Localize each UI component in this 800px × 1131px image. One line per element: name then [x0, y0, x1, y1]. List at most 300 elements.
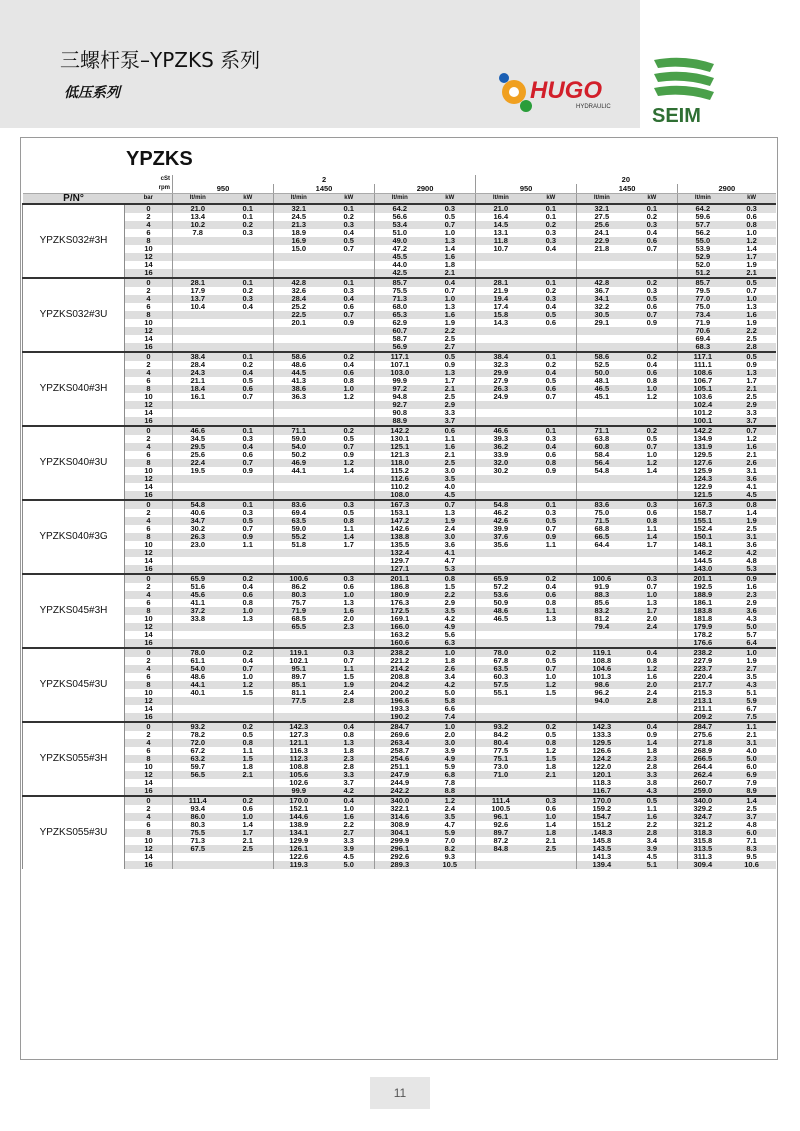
power-cell: 2.1: [223, 771, 274, 779]
power-cell: 2.1: [425, 269, 476, 278]
flow-cell: 108.6: [678, 369, 728, 377]
power-cell: 1.3: [242, 615, 253, 623]
power-cell: 0.1: [223, 352, 274, 361]
power-cell: 0.2: [242, 287, 253, 295]
power-cell: [526, 269, 577, 278]
pressure-cell: 8: [125, 681, 173, 689]
flow-cell: [173, 261, 223, 269]
power-cell: 0.8: [545, 599, 557, 607]
flow-cell: [173, 483, 223, 491]
flow-cell: 84.2: [476, 731, 526, 739]
power-cell: 3.7: [425, 417, 476, 426]
flow-cell: 16.9: [274, 237, 324, 245]
power-cell: 0.3: [242, 229, 253, 237]
flow-cell: [173, 705, 223, 713]
flow-cell: 152.4: [678, 525, 728, 533]
power-cell: 0.6: [746, 213, 757, 221]
flow-cell: 179.9: [678, 623, 728, 631]
flow-cell: 63.8: [577, 435, 627, 443]
power-cell: 0.2: [646, 213, 658, 221]
power-cell: [223, 697, 274, 705]
power-cell: [627, 565, 678, 574]
pressure-cell: 12: [125, 623, 173, 631]
pressure-cell: 0: [125, 204, 173, 213]
table-row: [23, 303, 776, 311]
power-cell: 1.5: [223, 755, 274, 763]
power-cell: 0.8: [526, 459, 577, 467]
flow-cell: 118.0: [375, 459, 425, 467]
flow-cell: 55.1: [476, 689, 526, 697]
power-cell: [627, 549, 678, 557]
flow-cell: [274, 705, 324, 713]
power-cell: 1.8: [242, 763, 253, 771]
power-cell: 0.7: [728, 426, 776, 435]
table-row: [23, 401, 776, 409]
power-cell: 0.3: [324, 500, 375, 509]
flow-cell: 71.1: [274, 426, 324, 435]
power-cell: 1.3: [324, 739, 375, 747]
pressure-cell: 14: [144, 705, 153, 713]
flow-cell: 45.5: [375, 253, 425, 261]
power-cell: 3.5: [746, 673, 757, 681]
flow-cell: 91.9: [577, 583, 627, 591]
flow-cell: 227.9: [678, 657, 728, 665]
table-row: [23, 747, 776, 755]
pump-model: YPZKS040#3G: [23, 500, 125, 574]
pressure-cell: 6: [146, 599, 151, 607]
flow-cell: 18.4: [173, 385, 223, 393]
power-cell: 1.4: [728, 796, 776, 805]
power-cell: 0.8: [627, 517, 678, 525]
power-cell: 2.3: [728, 591, 776, 599]
power-cell: 4.9: [425, 623, 476, 631]
pressure-cell: 10: [144, 245, 153, 253]
pressure-cell: 14: [144, 631, 153, 639]
flow-cell: 80.3: [274, 591, 324, 599]
power-cell: [627, 261, 678, 269]
power-cell: [324, 705, 375, 713]
pump-model: YPZKS045#3H: [23, 574, 125, 648]
flow-cell: 139.4: [577, 861, 627, 869]
flow-cell: 178.2: [678, 631, 728, 639]
flow-cell: 100.6: [274, 574, 324, 583]
power-cell: 2.5: [526, 845, 577, 853]
flow-cell: 172.5: [375, 607, 425, 615]
table-row: [23, 583, 776, 591]
power-cell: 1.4: [627, 533, 678, 541]
flow-cell: 129.5: [678, 451, 728, 459]
power-cell: 2.1: [728, 269, 776, 278]
flow-cell: 215.3: [678, 689, 728, 697]
pump-model: YPZKS032#3U: [23, 278, 125, 352]
flow-cell: [274, 327, 324, 335]
flow-cell: 259.0: [678, 787, 728, 796]
flow-cell: 28.4: [173, 361, 223, 369]
power-cell: 2.1: [242, 837, 253, 845]
table-row: [23, 287, 776, 295]
flow-cell: 186.1: [678, 599, 728, 607]
hugo-logo: [494, 60, 630, 116]
table-row: [23, 599, 776, 607]
flow-cell: 92.7: [375, 401, 425, 409]
pressure-cell: 12: [125, 549, 173, 557]
power-cell: 4.0: [444, 483, 455, 491]
flow-cell: 35.6: [476, 541, 526, 549]
power-cell: 1.8: [545, 763, 557, 771]
viscosity-group-1: 2: [173, 175, 476, 184]
flow-cell: 124.3: [678, 475, 728, 483]
power-cell: 7.0: [444, 837, 455, 845]
flow-cell: 251.1: [375, 763, 425, 771]
flow-cell: 89.7: [476, 829, 526, 837]
flow-cell: 16.4: [476, 213, 526, 221]
flow-cell: [173, 343, 223, 352]
flow-cell: 170.0: [274, 796, 324, 805]
flow-cell: 266.5: [678, 755, 728, 763]
power-cell: 4.8: [746, 557, 757, 565]
flow-cell: 39.9: [476, 525, 526, 533]
power-cell: 5.6: [444, 631, 455, 639]
pressure-cell: 12: [125, 475, 173, 483]
power-cell: 0.1: [324, 278, 375, 287]
power-cell: 1.5: [545, 689, 557, 697]
flow-cell: 10.7: [476, 245, 526, 253]
pressure-cell: 16: [125, 491, 173, 500]
power-cell: 1.9: [746, 261, 757, 269]
power-cell: 0.1: [324, 204, 375, 213]
power-cell: 1.2: [646, 393, 658, 401]
flow-cell: 56.5: [173, 771, 223, 779]
flow-cell: 242.2: [375, 787, 425, 796]
power-cell: 1.5: [242, 689, 253, 697]
flow-cell: 17.9: [173, 287, 223, 295]
power-cell: 1.0: [223, 607, 274, 615]
flow-cell: 158.7: [678, 509, 728, 517]
hugo-logo-text: HUGO: [530, 77, 602, 104]
power-cell: 1.0: [324, 591, 375, 599]
flow-cell: 58.7: [375, 335, 425, 343]
pressure-cell: 10: [144, 689, 153, 697]
flow-cell: 38.4: [476, 352, 526, 361]
flow-cell: 25.6: [173, 451, 223, 459]
table-row: [23, 319, 776, 327]
power-cell: 2.8: [728, 343, 776, 352]
flow-cell: [173, 861, 223, 869]
unit-power: kW: [526, 194, 577, 205]
flow-cell: 83.2: [577, 607, 627, 615]
pressure-cell: 2: [146, 583, 151, 591]
table-row: [23, 253, 776, 261]
flow-cell: 154.7: [577, 813, 627, 821]
power-cell: 0.6: [223, 591, 274, 599]
flow-cell: 214.2: [375, 665, 425, 673]
power-cell: 2.5: [746, 805, 757, 813]
power-cell: 1.2: [746, 435, 757, 443]
flow-cell: 75.5: [375, 287, 425, 295]
flow-cell: 138.8: [375, 533, 425, 541]
flow-cell: [577, 327, 627, 335]
flow-cell: [173, 549, 223, 557]
flow-cell: 180.9: [375, 591, 425, 599]
pressure-cell: 6: [146, 451, 151, 459]
flow-cell: 313.5: [678, 845, 728, 853]
pressure-cell: 14: [144, 335, 153, 343]
power-cell: 0.2: [526, 722, 577, 731]
flow-cell: 196.6: [375, 697, 425, 705]
flow-cell: 11.8: [476, 237, 526, 245]
power-cell: 0.3: [425, 204, 476, 213]
pressure-cell: 2: [146, 435, 151, 443]
flow-cell: 96.2: [577, 689, 627, 697]
flow-cell: [274, 343, 324, 352]
power-cell: 1.0: [343, 805, 354, 813]
flow-cell: 97.2: [375, 385, 425, 393]
power-cell: 3.3: [746, 409, 757, 417]
pressure-cell: 12: [125, 845, 173, 853]
power-cell: 3.0: [444, 467, 455, 475]
pressure-cell: 8: [125, 311, 173, 319]
flow-cell: 118.3: [577, 779, 627, 787]
flow-cell: 71.5: [577, 517, 627, 525]
pressure-cell: 14: [144, 261, 153, 269]
flow-cell: [577, 253, 627, 261]
power-cell: 0.1: [526, 278, 577, 287]
power-cell: 0.8: [343, 731, 354, 739]
flow-cell: 59.7: [173, 763, 223, 771]
flow-cell: 71.3: [375, 295, 425, 303]
flow-cell: 55.0: [678, 237, 728, 245]
flow-cell: 122.9: [678, 483, 728, 491]
power-cell: [223, 853, 274, 861]
power-cell: 1.7: [728, 253, 776, 261]
pressure-cell: 6: [146, 673, 151, 681]
seim-logo-text: SEIM: [652, 105, 701, 126]
flow-cell: 54.0: [274, 443, 324, 451]
flow-cell: 34.7: [173, 517, 223, 525]
table-row: [23, 763, 776, 771]
flow-cell: [173, 623, 223, 631]
power-cell: [526, 779, 577, 787]
power-cell: 1.3: [728, 369, 776, 377]
flow-cell: 144.5: [678, 557, 728, 565]
flow-cell: 260.7: [678, 779, 728, 787]
flow-cell: 84.8: [476, 845, 526, 853]
unit-flow: lt/min: [476, 194, 526, 205]
flow-cell: [476, 491, 526, 500]
power-cell: 5.3: [728, 565, 776, 574]
flow-cell: [577, 639, 627, 648]
power-cell: 0.1: [223, 500, 274, 509]
power-cell: 0.5: [728, 278, 776, 287]
flow-cell: 63.5: [274, 517, 324, 525]
viscosity-row: [23, 175, 776, 184]
power-cell: 3.3: [343, 837, 354, 845]
power-cell: 0.1: [627, 204, 678, 213]
flow-cell: 186.8: [375, 583, 425, 591]
flow-cell: [274, 491, 324, 500]
power-cell: 0.5: [627, 796, 678, 805]
flow-cell: 296.1: [375, 845, 425, 853]
flow-cell: 100.5: [476, 805, 526, 813]
power-cell: 0.3: [545, 509, 557, 517]
power-cell: 0.6: [343, 583, 354, 591]
performance-table: [22, 175, 776, 869]
power-cell: 2.2: [646, 821, 658, 829]
flow-cell: 116.3: [274, 747, 324, 755]
pressure-cell: 2: [146, 361, 151, 369]
table-row: [23, 525, 776, 533]
flow-cell: 47.2: [375, 245, 425, 253]
flow-cell: 254.6: [375, 755, 425, 763]
flow-cell: 268.9: [678, 747, 728, 755]
power-cell: 0.8: [646, 657, 658, 665]
flow-cell: [577, 491, 627, 500]
power-cell: 0.9: [545, 467, 557, 475]
flow-cell: 50.2: [274, 451, 324, 459]
power-cell: 0.1: [223, 426, 274, 435]
flow-cell: 28.4: [274, 295, 324, 303]
flow-cell: 181.8: [678, 615, 728, 623]
power-cell: 1.4: [444, 245, 455, 253]
flow-cell: 54.8: [476, 500, 526, 509]
table-row: [23, 813, 776, 821]
pressure-cell: 0: [125, 278, 173, 287]
power-cell: 0.4: [425, 278, 476, 287]
table-row: [23, 657, 776, 665]
power-cell: [526, 713, 577, 722]
flow-cell: 21.9: [476, 287, 526, 295]
power-cell: 0.7: [627, 443, 678, 451]
flow-cell: 44.5: [274, 369, 324, 377]
table-row: [23, 755, 776, 763]
flow-cell: 176.6: [678, 639, 728, 648]
speed-header: 950: [173, 184, 274, 194]
flow-cell: 36.7: [577, 287, 627, 295]
flow-cell: 238.2: [375, 648, 425, 657]
power-cell: 1.2: [425, 796, 476, 805]
flow-cell: 155.1: [678, 517, 728, 525]
flow-cell: 314.6: [375, 813, 425, 821]
flow-cell: [577, 409, 627, 417]
flow-cell: 13.4: [173, 213, 223, 221]
flow-cell: [476, 343, 526, 352]
power-cell: [223, 409, 274, 417]
table-row: [23, 837, 776, 845]
table-row: [23, 213, 776, 221]
power-cell: 0.1: [223, 278, 274, 287]
bar-header: bar: [125, 194, 173, 205]
power-cell: 1.0: [627, 591, 678, 599]
power-cell: 1.8: [343, 747, 354, 755]
power-cell: 0.6: [646, 303, 658, 311]
power-cell: 3.4: [444, 673, 455, 681]
flow-cell: 176.3: [375, 599, 425, 607]
power-cell: 2.0: [646, 615, 658, 623]
flow-cell: 48.6: [274, 361, 324, 369]
power-cell: 0.3: [526, 295, 577, 303]
power-cell: 1.8: [444, 261, 455, 269]
flow-cell: 86.0: [173, 813, 223, 821]
power-cell: 1.3: [444, 509, 455, 517]
power-cell: 3.9: [324, 845, 375, 853]
flow-cell: 65.9: [476, 574, 526, 583]
power-cell: [324, 713, 375, 722]
power-cell: 1.1: [242, 541, 253, 549]
flow-cell: 53.4: [375, 221, 425, 229]
power-cell: 0.5: [545, 657, 557, 665]
flow-cell: 126.1: [274, 845, 324, 853]
power-cell: 2.3: [627, 755, 678, 763]
power-cell: 1.5: [526, 755, 577, 763]
pressure-cell: 0: [125, 796, 173, 805]
flow-cell: 117.1: [678, 352, 728, 361]
flow-cell: 75.1: [476, 755, 526, 763]
flow-cell: [274, 261, 324, 269]
pump-model: YPZKS040#3U: [23, 426, 125, 500]
flow-cell: 110.2: [375, 483, 425, 491]
power-cell: [223, 639, 274, 648]
power-cell: 0.6: [223, 385, 274, 393]
flow-cell: 111.4: [476, 796, 526, 805]
flow-cell: 192.5: [678, 583, 728, 591]
flow-cell: 142.3: [274, 722, 324, 731]
flow-cell: [173, 253, 223, 261]
flow-cell: 151.2: [577, 821, 627, 829]
power-cell: 8.3: [728, 845, 776, 853]
flow-cell: 103.0: [375, 369, 425, 377]
power-cell: 2.4: [646, 689, 658, 697]
flow-cell: 159.2: [577, 805, 627, 813]
power-cell: 0.5: [526, 517, 577, 525]
power-cell: 0.7: [646, 583, 658, 591]
power-cell: 0.4: [545, 303, 557, 311]
power-cell: 1.0: [242, 673, 253, 681]
flow-cell: 119.3: [274, 861, 324, 869]
power-cell: 0.9: [646, 731, 658, 739]
flow-cell: 169.1: [375, 615, 425, 623]
pressure-cell: 14: [144, 779, 153, 787]
flow-cell: 244.9: [375, 779, 425, 787]
flow-cell: 94.8: [375, 393, 425, 401]
pressure-cell: 8: [125, 755, 173, 763]
table-row: [23, 673, 776, 681]
table-row: [23, 335, 776, 343]
flow-cell: 29.9: [476, 369, 526, 377]
table-row: [23, 483, 776, 491]
flow-cell: [274, 253, 324, 261]
flow-cell: 51.6: [173, 583, 223, 591]
flow-cell: 122.0: [577, 763, 627, 771]
pressure-cell: 8: [125, 829, 173, 837]
power-cell: [324, 343, 375, 352]
flow-cell: 68.5: [274, 615, 324, 623]
table-row: [23, 385, 776, 393]
flow-cell: 53.9: [678, 245, 728, 253]
power-cell: 1.7: [746, 377, 757, 385]
table-row: [23, 237, 776, 245]
flow-cell: 32.0: [476, 459, 526, 467]
flow-cell: 51.2: [678, 269, 728, 278]
power-cell: 3.5: [425, 607, 476, 615]
power-cell: 0.9: [343, 451, 354, 459]
flow-cell: 142.2: [678, 426, 728, 435]
flow-cell: [476, 713, 526, 722]
flow-cell: 289.3: [375, 861, 425, 869]
power-cell: 7.9: [746, 779, 757, 787]
flow-cell: 71.3: [173, 837, 223, 845]
table-row: [23, 861, 776, 869]
flow-cell: 315.8: [678, 837, 728, 845]
